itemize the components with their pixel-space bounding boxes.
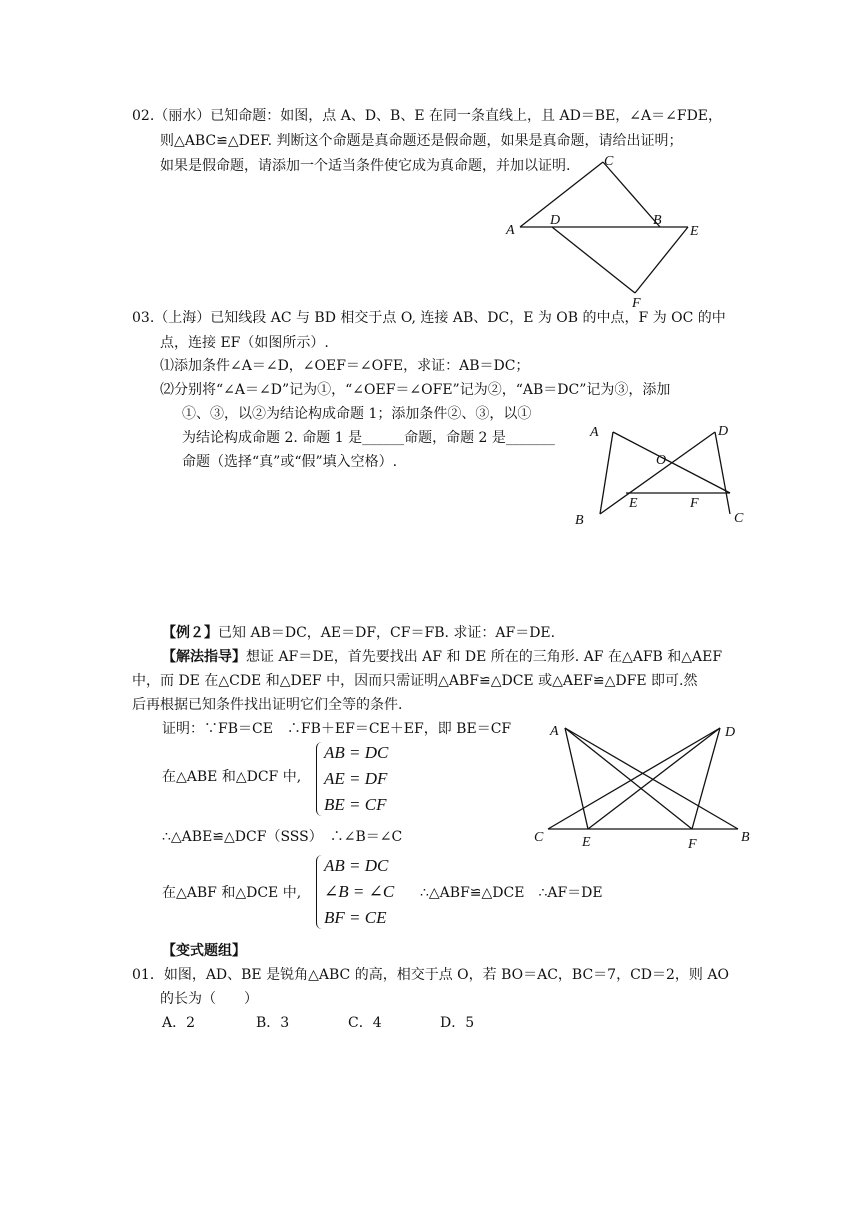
system-2-eq-3: BF = CE — [324, 908, 387, 927]
example2-line — [162, 623, 555, 643]
segment-df — [692, 728, 720, 829]
q03-line-4: ⑵分别将“∠A＝∠D”记为①，“∠OEF＝∠OFE”记为②，“AB＝DC”记为③，添加 — [160, 382, 671, 398]
label-f: F — [690, 496, 699, 511]
guide-title: 【解法指导】 — [162, 649, 246, 665]
q02-line-3: 如果是假命题，请添加一个适当条件使它成为真命题，并加以证明. — [160, 158, 571, 174]
conclusion-1: ∴△ABE≌△DCF（SSS） ∴∠B＝∠C — [162, 829, 403, 845]
label-b: B — [741, 830, 750, 845]
system-1-eq-1: AB = DC — [324, 743, 389, 762]
q03-line-5: ①、③，以②为结论构成命题 1；添加条件②、③，以① — [182, 406, 532, 422]
q03-line-3: ⑴添加条件∠A＝∠D，∠OEF＝∠OFE，求证：AB＝DC； — [160, 358, 530, 374]
label-c: C — [534, 830, 544, 845]
q02-line-2: 则△ABC≌△DEF. 判断这个命题是真命题还是假命题，如果是真命题，请给出证明； — [160, 133, 683, 149]
q03-figure — [570, 418, 760, 533]
label-f: F — [632, 296, 641, 311]
label-a: A — [550, 724, 559, 739]
label-d: D — [718, 424, 729, 439]
label-f: F — [688, 837, 697, 852]
label-a: A — [506, 223, 515, 238]
example2-figure — [528, 716, 758, 856]
label-c: C — [734, 511, 744, 526]
guide-line-2: 中，而 DE 在△CDE 和△DEF 中，因而只需证明△ABF≌△DCE 或△AEF≌△DFE 即可.然 — [132, 673, 698, 689]
label-b: B — [575, 513, 584, 528]
segment-dc — [715, 432, 730, 514]
segment-ab — [600, 432, 613, 514]
label-d: D — [725, 725, 736, 740]
variant-q01-line-2: 的长为（ ） — [160, 991, 258, 1007]
proof-line-1: 证明：∵FB＝CE ∴FB＋EF＝CE＋EF，即 BE＝CF — [162, 721, 512, 737]
guide-text-1: 想证 AF＝DE，首先要找出 AF 和 DE 所在的三角形. AF 在△AFB 和△AEF — [246, 649, 723, 665]
q03-line-7: 命题（选择“真”或“假”填入空格）. — [182, 454, 398, 470]
label-d: D — [550, 213, 561, 228]
label-e: E — [629, 496, 638, 511]
guide-line-3: 后再根据已知条件找出证明它们全等的条件. — [132, 697, 403, 713]
q03-line-6: 为结论构成命题 2. 命题 1 是______命题，命题 2 是_______ — [182, 430, 555, 446]
variant-q01-line-1: 01．如图，AD、BE 是锐角△ABC 的高，相交于点 O，若 BO＝AC，BC＝7，CD＝2，则 AO — [132, 967, 729, 983]
label-c: C — [604, 154, 614, 169]
segment-de — [588, 728, 720, 829]
system-2-conclusion: ∴△ABF≌△DCE ∴AF＝DE — [420, 885, 603, 901]
system-2-brace — [316, 855, 323, 929]
segment-ab — [565, 728, 738, 829]
example2-problem: 已知 AB＝DC，AE＝DF，CF＝FB. 求证：AF＝DE. — [218, 625, 556, 641]
q02-figure — [500, 150, 720, 310]
option-d: D．5 — [440, 1015, 475, 1031]
system-1-brace — [316, 742, 323, 816]
system-1-eq-3: BE = CF — [324, 795, 387, 814]
label-b: B — [653, 213, 662, 228]
option-c: C．4 — [348, 1015, 382, 1031]
segment-df — [552, 227, 635, 293]
variant-title: 【变式题组】 — [162, 943, 246, 959]
label-e: E — [690, 224, 699, 239]
variant-q01-options — [162, 1013, 474, 1033]
q03-line-2: 点，连接 EF（如图所示）. — [160, 335, 329, 351]
label-o: O — [656, 453, 667, 468]
example2-title: 【例２】 — [162, 625, 218, 641]
segment-dc — [548, 728, 720, 829]
system-1-prefix: 在△ABE 和△DCF 中, — [162, 769, 302, 785]
segment-ac — [520, 162, 603, 227]
option-b: B．3 — [256, 1015, 290, 1031]
segment-fe — [635, 227, 688, 293]
label-a: A — [590, 425, 599, 440]
system-2-eq-1: AB = DC — [324, 856, 389, 875]
guide-line-1 — [162, 647, 722, 667]
system-2-eq-2: ∠B = ∠C — [324, 882, 395, 901]
q03-line-1: 03.（上海）已知线段 AC 与 BD 相交于点 O, 连接 AB、DC，E 为 OB 的中点，F 为 OC 的中 — [132, 310, 726, 326]
q02-line-1: 02.（丽水）已知命题：如图，点 A、D、B、E 在同一条直线上，且 AD＝BE，∠A＝∠FDE， — [132, 108, 723, 124]
label-e: E — [582, 835, 591, 850]
option-a: A．2 — [162, 1015, 196, 1031]
segment-cb — [603, 162, 660, 227]
system-2-prefix: 在△ABF 和△DCE 中, — [162, 885, 302, 901]
system-1-eq-2: AE = DF — [324, 769, 388, 788]
